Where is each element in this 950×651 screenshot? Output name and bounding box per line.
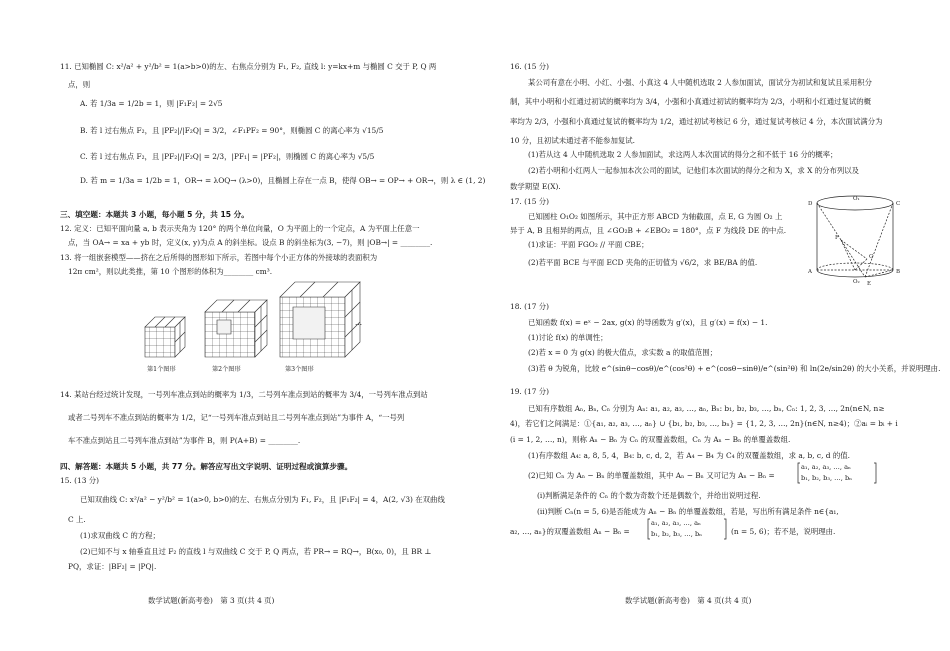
- q13-line1: 13. 将一组嵌套模型——挤在之后所得的图形如下所示，若图中每个小正方体的外接球的表面积为: [60, 253, 378, 262]
- q14-line3: 车不准点到站且二号列车准点到站”为事件 B，则 P(A+B) = ________.: [68, 436, 301, 445]
- q16-line2: 制，其中小明和小红通过初试的概率均为 3/4，小强和小真通过初试的概率均为 2/3，小明和小红通过复试的概: [510, 97, 872, 106]
- page-4: [475, 0, 950, 651]
- figure-1-label: 第1个图形: [147, 366, 176, 373]
- label-E: E: [867, 281, 872, 287]
- q19-sub2-i: (ⅰ)判断满足条件的 Cₙ 的个数为奇数个还是偶数个，并给出说明过程.: [537, 491, 761, 500]
- figure-2-cubes: [205, 300, 267, 357]
- q11-option-c: C. 若 l 过右焦点 F₂，且 |PF₂|/|F₂Q| = 2/3，|PF₁| = |PF₂|，则椭圆 C 的离心率为 √5/5: [80, 152, 375, 161]
- figure-2-label: 第2个图形: [212, 366, 241, 373]
- q16-sub3: 数学期望 E(X).: [510, 182, 561, 191]
- q19-sub2-iii: a₂, …, aₙ}的双覆盖数组 Aₙ − Bₙ =: [510, 527, 630, 536]
- q17-sub2: (2)若平面 BCE 与平面 ECD 夹角的正切值为 √6/2，求 BE/BA 的值.: [528, 258, 758, 267]
- figure-ellipsis: ···: [355, 320, 363, 329]
- q19-heading: 19. (17 分): [510, 387, 550, 396]
- matrix-2-row-a: a₁, a₂, a₃, …, aₙ: [651, 519, 701, 527]
- q17-line1: 已知圆柱 O₁O₂ 如图所示，其中正方形 ABCD 为轴截面，点 E, G 为圆 O₂ 上: [528, 212, 783, 221]
- q17-sub1: (1)求证：平面 FGO₂ // 平面 CBE；: [528, 240, 649, 249]
- q15-sub1: (1)求双曲线 C 的方程；: [80, 531, 160, 540]
- figure-3-cubes: [280, 282, 363, 357]
- label-O2: O₂: [853, 279, 860, 285]
- q15-sub2b: PQ，求证：|BF₂| = |PQ|.: [68, 562, 157, 571]
- q16-line3: 率均为 2/3，小强和小真通过复试的概率均为 1/2，通过初试考核记 6 分，通过复试考核记 4 分，本次面试满分为: [510, 117, 883, 126]
- q14-line1: 14. 某站台经过统计发现，一号列车准点到站的概率为 1/3，二号列车准点到站的概率为 3/4，一号列车准点到站: [60, 390, 428, 399]
- q19-sub2-tail: (n = 5, 6)；若不是，说明理由.: [731, 527, 836, 536]
- q15-heading: 15. (13 分): [60, 476, 100, 485]
- q11-option-b: B. 若 l 过右焦点 F₂，且 |PF₂|/|F₂Q| = 3/2，∠F₁PF₂ = 90°，则椭圆 C 的离心率为 √15/5: [80, 126, 384, 135]
- section-4-heading: 四、解答题：本题共 5 小题，共 77 分。解答应写出文字说明、证明过程或演算步骤。: [60, 462, 353, 471]
- q14-line2: 或者二号列车不准点到站的概率为 1/2，记“一号列车准点到站且二号列车准点到站”为事件 A，“一号列: [68, 413, 405, 422]
- label-G: G: [869, 254, 874, 260]
- cube-figures: [135, 282, 435, 372]
- matrix-2-row-b: b₁, b₂, b₃, …, bₙ: [651, 530, 703, 538]
- q11-option-d: D. 若 m = 1/3a = 1/2b = 1，OR→ = λOQ→ (λ>0)，且椭圆上存在一点 B，使得 OB→ = OP→ + OR→，则 λ ∈ (1, 2): [80, 176, 486, 185]
- q19-sub2: (2)已知 Cₙ 为 Aₙ − Bₙ 的单覆盖数组，其中 Aₙ − Bₙ 又可记为 Aₙ − Bₙ =: [528, 471, 775, 480]
- q12-line1: 12. 定义：已知平面向量 a, b 表示夹角为 120° 的两个单位向量，O 为平面上的一个定点，A 为平面上任意一: [60, 224, 420, 233]
- q19-sub1: (1)有序数组 A₄: a, 8, 5, 4，B₄: b, c, d, 2，若 A₄ − B₄ 为 C₄ 的双覆盖数组，求 a, b, c, d 的值.: [528, 451, 850, 460]
- q16-sub1: (1)若从这 4 人中随机选取 2 人参加面试，求这两人本次面试的得分之和不低于 16 分的概率；: [528, 150, 838, 159]
- q13-line2: 12π cm²，则以此类推，第 10 个图形的体积为________ cm³.: [68, 267, 273, 276]
- q16-line1: 某公司有意在小明、小红、小强、小真这 4 人中随机选取 2 人参加面试，面试分为初试和复试且采用积分: [528, 78, 872, 87]
- q17-line2: 异于 A, B 且相异的两点，且 ∠GO₂B + ∠EBO₂ = 180°，点 F 为线段 DE 的中点.: [510, 226, 787, 235]
- matrix-1-row-b: b₁, b₂, b₃, …, bₙ: [801, 474, 853, 482]
- matrix-1-row-a: a₁, a₂, a₃, …, aₙ: [801, 463, 851, 471]
- q18-sub2: (2)若 x = 0 为 g(x) 的极大值点，求实数 a 的取值范围；: [528, 348, 718, 357]
- q11-option-a: A. 若 1/3a = 1/2b = 1，则 |F₁F₂| = 2√5: [80, 99, 223, 108]
- q15-line1: 已知双曲线 C: x²/a² − y²/b² = 1(a>0, b>0)的左、右焦点分别为 F₁, F₂，且 |F₁F₂| = 4，A(2, √3) 在双曲线: [80, 495, 445, 504]
- q16-heading: 16. (15 分): [510, 62, 550, 71]
- q11-stem-line2: 点，则: [68, 80, 91, 89]
- label-F: F: [835, 235, 839, 241]
- label-O1: O₁: [853, 196, 860, 202]
- label-A: A: [808, 269, 812, 275]
- q19-sub2-ii: (ⅱ)判断 Cₙ(n = 5, 6)是否能成为 Aₙ − Bₙ 的单覆盖数组，若是，写出所有满足条件 n∈{a₁,: [537, 507, 839, 516]
- page-3-footer: 数学试题(新高考卷) 第 3 页(共 4 页): [148, 596, 275, 605]
- q17-heading: 17. (15 分): [510, 197, 550, 206]
- label-C: C: [896, 201, 901, 207]
- label-B: B: [896, 269, 901, 275]
- q19-line3: (i = 1, 2, …, n)，则称 Aₙ − Bₙ 为 Cₙ 的双覆盖数组，Cₙ 为 Aₙ − Bₙ 的单覆盖数组.: [510, 435, 791, 444]
- figure-3-label: 第3个图形: [285, 366, 314, 373]
- label-D: D: [808, 201, 813, 207]
- q15-line2: C 上.: [68, 515, 86, 524]
- q11-stem-line1: 11. 已知椭圆 C: x²/a² + y²/b² = 1(a>b>0)的左、右焦点分别为 F₁, F₂, 直线 l: y=kx+m 与椭圆 C 交于 P, Q 两: [60, 62, 437, 71]
- page-4-footer: 数学试题(新高考卷) 第 4 页(共 4 页): [625, 596, 752, 605]
- q16-line4: 10 分，且初试未通过者不能参加复试.: [510, 136, 635, 145]
- q18-sub3: (3)若 θ 为锐角，比较 e^(sinθ−cosθ)/e^(cos²θ) + e^(cosθ−sinθ)/e^(sin²θ) 和 ln(2e/sin2θ) 的大小关系，并说明理由.: [528, 364, 941, 373]
- section-3-heading: 三、填空题：本题共 3 小题，每小题 5 分，共 15 分。: [60, 210, 249, 219]
- q18-sub1: (1)讨论 f(x) 的单调性；: [528, 333, 608, 342]
- figure-1-cubes: [145, 317, 185, 357]
- q15-sub2a: (2)已知不与 x 轴垂直且过 F₂ 的直线 l 与双曲线 C 交于 P, Q 两点，若 PR→ = RQ→，B(x₀, 0)，且 BR ⊥: [80, 547, 432, 556]
- q16-sub2: (2)若小明和小红两人一起参加本次公司的面试，记他们本次面试的得分之和为 X，求 X 的分布列以及: [528, 166, 860, 175]
- q19-line2: 4)，若它们之间满足：①{a₁, a₂, a₃, …, aₙ} ∪ {b₁, b₂, b₃, …, bₙ} = {1, 2, 3, …, 2n}(n∈N, n≥4)；②aᵢ = bᵢ + i: [510, 419, 898, 428]
- cylinder-figure: [805, 195, 905, 285]
- q18-line1: 已知函数 f(x) = eˣ − 2ax, g(x) 的导函数为 g′(x)，且 g′(x) = f(x) − 1.: [528, 318, 768, 327]
- q12-line2: 点，当 OA→ = xa + yb 时，定义(x, y)为点 A 的斜坐标。设点 B 的斜坐标为(3, −7)，则 |OB→| = ________.: [68, 238, 433, 247]
- q18-heading: 18. (17 分): [510, 302, 550, 311]
- q19-line1: 已知有序数组 Aₙ, Bₙ, Cₙ 分别为 Aₙ: a₁, a₂, a₃, …, aₙ, Bₙ: b₁, b₂, b₃, …, bₙ, Cₙ: 1, 2, 3, …, 2n(n∈N, n≥: [528, 404, 885, 413]
